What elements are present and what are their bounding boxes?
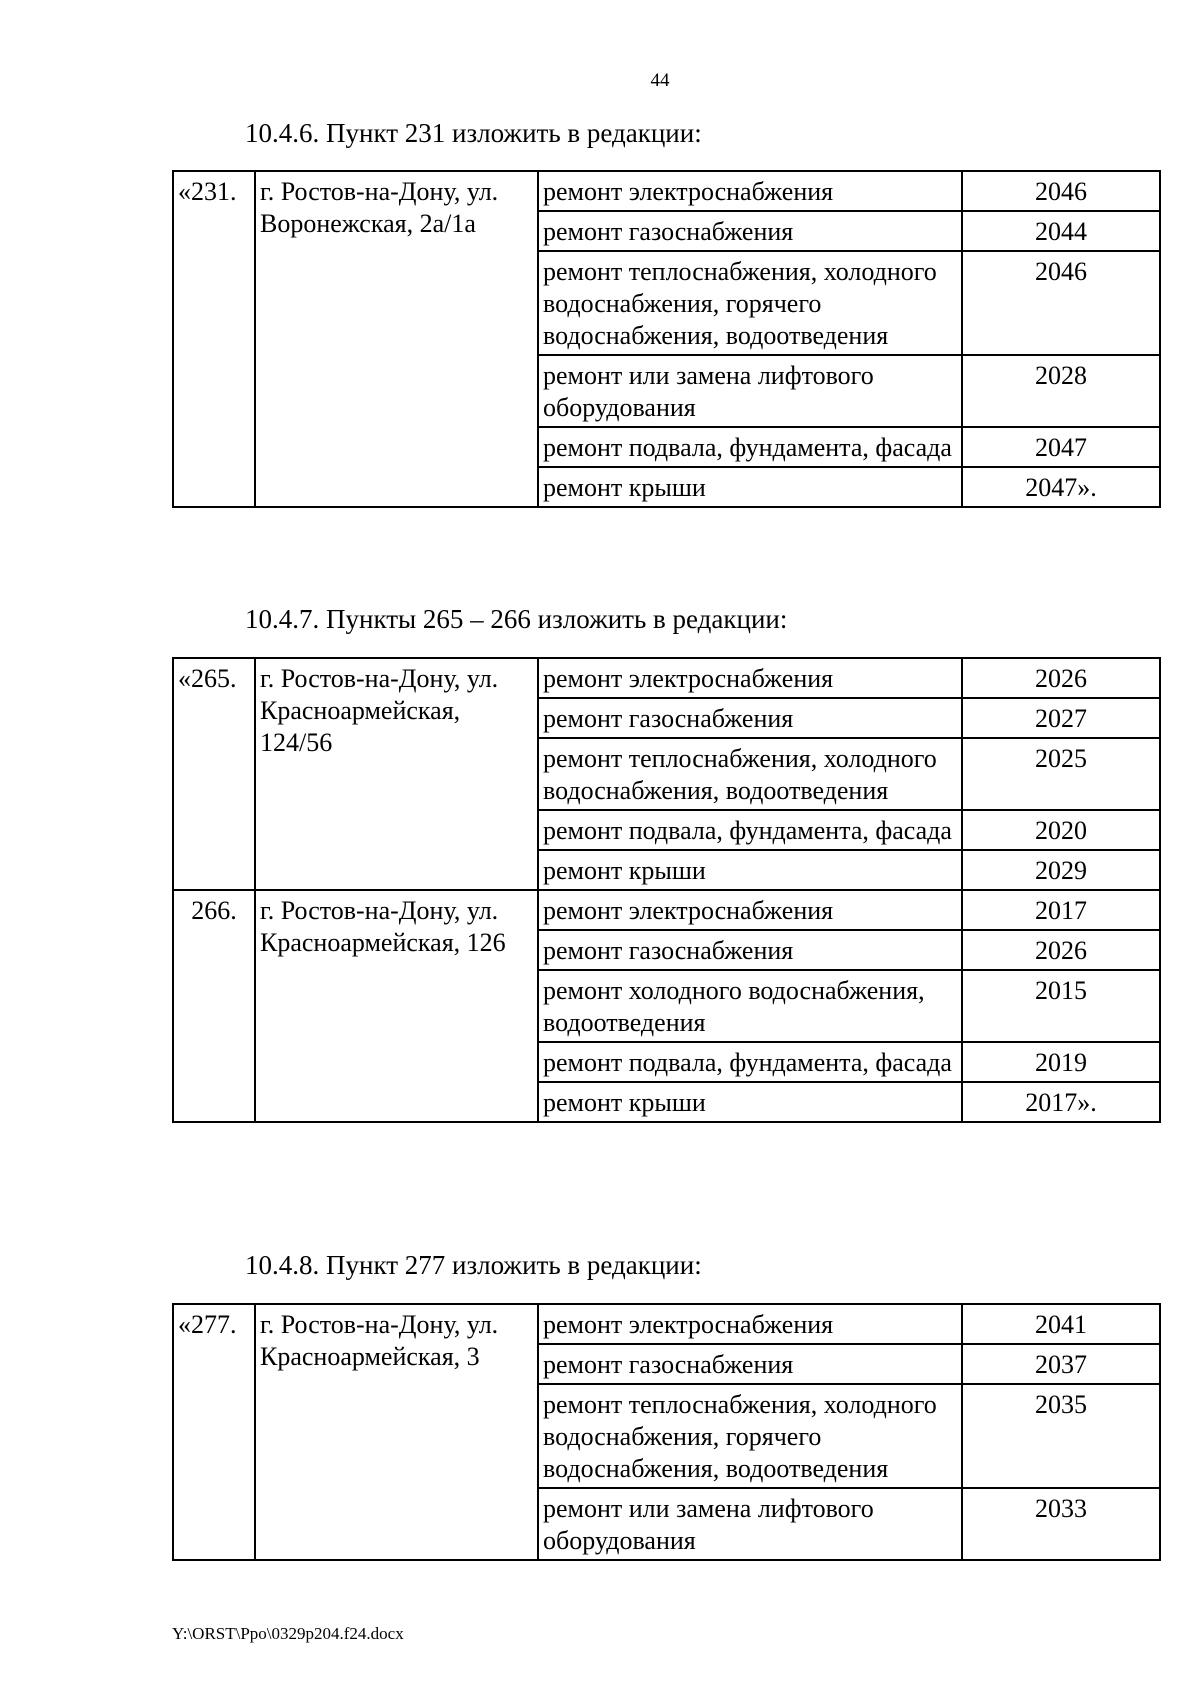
section-heading: 10.4.7. Пункты 265 – 266 изложить в редакции: xyxy=(245,604,788,634)
section-heading: 10.4.8. Пункт 277 изложить в редакции: xyxy=(245,1250,702,1280)
work-year: 2017». xyxy=(962,1082,1160,1122)
work-name: ремонт газоснабжения xyxy=(538,698,962,738)
work-year: 2019 xyxy=(962,1042,1160,1082)
work-year: 2047 xyxy=(962,427,1160,467)
table-row xyxy=(173,1304,1160,1344)
item-address: г. Ростов-на-Дону, ул. Красноармейская, 3 xyxy=(255,1304,538,1560)
work-year: 2025 xyxy=(962,738,1160,810)
work-year: 2028 xyxy=(962,355,1160,427)
work-year: 2044 xyxy=(962,211,1160,251)
work-name: ремонт подвала, фундамента, фасада xyxy=(538,1042,962,1082)
work-name: ремонт газоснабжения xyxy=(538,930,962,970)
work-year: 2029 xyxy=(962,850,1160,890)
work-year: 2041 xyxy=(962,1304,1160,1344)
work-name: ремонт электроснабжения xyxy=(538,1304,962,1344)
amendment-table xyxy=(172,170,1161,508)
section-heading: 10.4.6. Пункт 231 изложить в редакции: xyxy=(245,118,702,148)
work-name: ремонт или замена лифтового оборудования xyxy=(538,355,962,427)
item-address: г. Ростов-на-Дону, ул. Воронежская, 2а/1а xyxy=(255,171,538,507)
item-address: г. Ростов-на-Дону, ул. Красноармейская, 126 xyxy=(255,890,538,1122)
work-name: ремонт подвала, фундамента, фасада xyxy=(538,427,962,467)
item-address: г. Ростов-на-Дону, ул. Красноармейская, 124/56 xyxy=(255,658,538,890)
work-year: 2033 xyxy=(962,1488,1160,1560)
item-number: «277. xyxy=(173,1304,255,1560)
work-name: ремонт теплоснабжения, холодного водоснабжения, горячего водоснабжения, водоотведения xyxy=(538,1384,962,1488)
file-path-footer: Y:\ORST\Ppo\0329p204.f24.docx xyxy=(172,1624,404,1643)
table-row xyxy=(173,171,1160,211)
table-row xyxy=(173,658,1160,698)
work-name: ремонт холодного водоснабжения, водоотведения xyxy=(538,970,962,1042)
work-year: 2015 xyxy=(962,970,1160,1042)
work-year: 2047». xyxy=(962,467,1160,507)
work-name: ремонт электроснабжения xyxy=(538,658,962,698)
work-name: ремонт газоснабжения xyxy=(538,211,962,251)
work-year: 2037 xyxy=(962,1344,1160,1384)
work-name: ремонт электроснабжения xyxy=(538,171,962,211)
work-name: ремонт теплоснабжения, холодного водоснабжения, водоотведения xyxy=(538,738,962,810)
work-name: ремонт подвала, фундамента, фасада xyxy=(538,810,962,850)
item-number: «231. xyxy=(173,171,255,507)
amendment-table xyxy=(172,657,1161,1123)
work-name: ремонт газоснабжения xyxy=(538,1344,962,1384)
work-year: 2035 xyxy=(962,1384,1160,1488)
work-name: ремонт или замена лифтового оборудования xyxy=(538,1488,962,1560)
work-year: 2027 xyxy=(962,698,1160,738)
work-name: ремонт электроснабжения xyxy=(538,890,962,930)
work-year: 2046 xyxy=(962,171,1160,211)
work-name: ремонт крыши xyxy=(538,850,962,890)
page-number: 44 xyxy=(650,70,670,91)
table-row xyxy=(173,890,1160,930)
work-name: ремонт крыши xyxy=(538,467,962,507)
work-year: 2017 xyxy=(962,890,1160,930)
item-number: «265. xyxy=(173,658,255,890)
amendment-table xyxy=(172,1303,1161,1561)
work-name: ремонт теплоснабжения, холодного водоснабжения, горячего водоснабжения, водоотведения xyxy=(538,251,962,355)
work-year: 2020 xyxy=(962,810,1160,850)
work-year: 2026 xyxy=(962,930,1160,970)
work-year: 2046 xyxy=(962,251,1160,355)
item-number: 266. xyxy=(173,890,255,1122)
work-year: 2026 xyxy=(962,658,1160,698)
work-name: ремонт крыши xyxy=(538,1082,962,1122)
